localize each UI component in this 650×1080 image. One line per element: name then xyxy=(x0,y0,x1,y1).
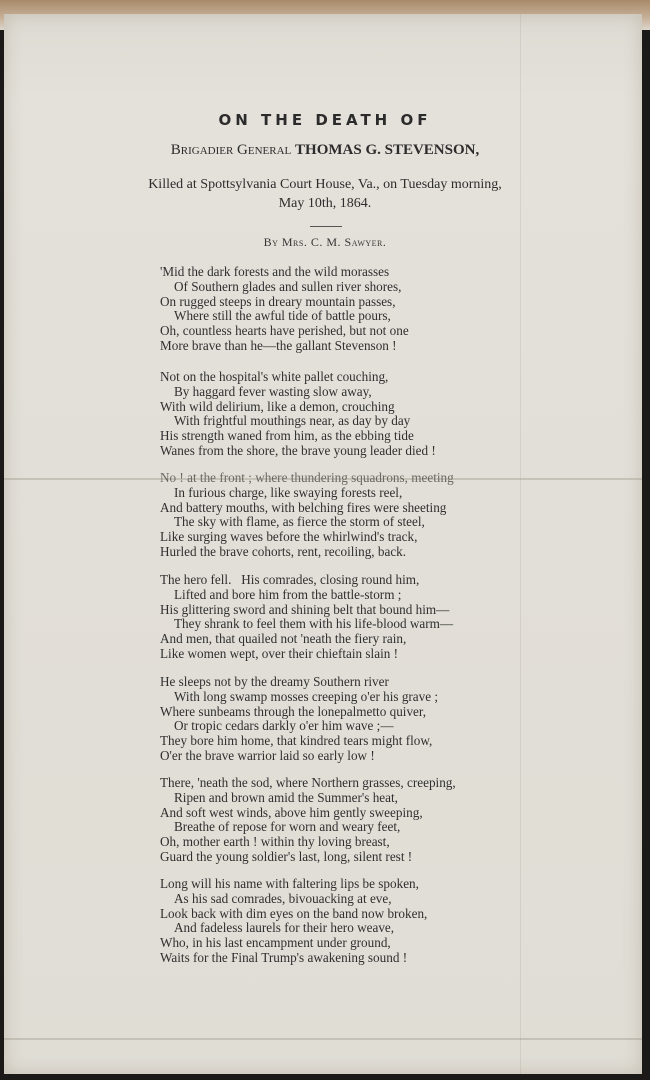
divider xyxy=(310,226,342,227)
poem-line: With wild delirium, like a demon, crouching xyxy=(160,398,395,414)
stanza xyxy=(160,370,630,459)
poem-line: Hurled the brave cohorts, rent, recoiling, back. xyxy=(160,543,407,559)
poem-line: Who, in his last encampment under ground, xyxy=(160,935,391,951)
poem-line: They bore him home, that kindred tears might flow, xyxy=(160,733,433,749)
page-title: ON THE DEATH OF xyxy=(218,111,432,129)
poem-line: They shrank to feel them with his life-blood warm— xyxy=(174,616,454,632)
poem-line: And battery mouths, with belching fires were sheeting xyxy=(160,499,447,515)
poem-line: Ripen and brown amid the Summer's heat, xyxy=(174,789,398,805)
poem-line: Of Southern glades and sullen river shores, xyxy=(174,278,402,294)
poem-line: His glittering sword and shining belt that bound him— xyxy=(160,601,450,617)
poem-line: 'Mid the dark forests and the wild morasses xyxy=(160,264,390,279)
poem-line: Wanes from the shore, the brave young leader died ! xyxy=(160,442,436,458)
poem-line: Like women wept, over their chieftain slain ! xyxy=(160,645,399,661)
poem-line: The sky with flame, as fierce the storm of steel, xyxy=(174,514,425,530)
poem-line: The hero fell. His comrades, closing round him, xyxy=(160,572,420,587)
poem-line: Waits for the Final Trump's awakening sound ! xyxy=(160,949,408,965)
poem-line: Not on the hospital's white pallet couching, xyxy=(160,369,389,384)
stanza xyxy=(160,877,630,966)
poem-line: Look back with dim eyes on the band now broken, xyxy=(160,905,428,921)
poem-line: He sleeps not by the dreamy Southern river xyxy=(160,674,389,689)
poem-line: No ! at the front ; where thundering squadrons, meeting xyxy=(160,470,454,485)
poem-line: And fadeless laurels for their hero weave, xyxy=(174,920,395,936)
poem-line: By haggard fever wasting slow away, xyxy=(174,383,372,399)
poem-line: Like surging waves before the whirlwind's track, xyxy=(160,529,418,545)
poem-line: Long will his name with faltering lips be spoken, xyxy=(160,876,419,891)
poem-line: As his sad comrades, bivouacking at eve, xyxy=(174,890,392,906)
poem-line: Lifted and bore him from the battle-storm ; xyxy=(174,586,402,602)
poem-line: Or tropic cedars darkly o'er him wave ;— xyxy=(174,718,394,734)
poem-line: O'er the brave warrior laid so early low ! xyxy=(160,747,375,763)
dateline-date: May 10th, 1864. xyxy=(278,196,372,211)
poem-line: With frightful mouthings near, as day by day xyxy=(174,413,411,429)
poem-line: Breathe of repose for worn and weary feet, xyxy=(174,819,401,835)
dateline-place: Killed at Spottsylvania Court House, Va., on Tuesday morning, xyxy=(148,177,502,192)
subtitle xyxy=(0,142,650,159)
poem-line: On rugged steeps in dreary mountain passes, xyxy=(160,293,396,309)
poem-line: His strength waned from him, as the ebbing tide xyxy=(160,428,414,444)
poem-line: More brave than he—the gallant Stevenson ! xyxy=(160,337,397,353)
stanza xyxy=(160,573,630,662)
poem-line: Guard the young soldier's last, long, silent rest ! xyxy=(160,848,413,864)
poem-line: Where still the awful tide of battle pours, xyxy=(174,308,391,324)
poem-line: With long swamp mosses creeping o'er his grave ; xyxy=(174,688,439,704)
poem-line: And men, that quailed not 'neath the fiery rain, xyxy=(160,631,407,647)
stanza xyxy=(160,265,630,354)
paper-fold xyxy=(4,1038,642,1040)
stanza xyxy=(160,776,630,865)
poem-line: In furious charge, like swaying forests reel, xyxy=(174,484,403,500)
poem-line: Where sunbeams through the lonepalmetto quiver, xyxy=(160,703,427,719)
subtitle-rank: Brigadier General xyxy=(170,142,292,158)
stanza xyxy=(160,675,630,764)
author-byline: By Mrs. C. M. Sawyer. xyxy=(263,235,387,249)
subtitle-name: THOMAS G. STEVENSON, xyxy=(295,142,480,158)
poem-line: Oh, countless hearts have perished, but not one xyxy=(160,323,409,339)
stanza xyxy=(160,471,630,560)
dateline xyxy=(0,175,650,213)
poem-line: Oh, mother earth ! within thy loving breast, xyxy=(160,834,390,850)
poem-line: There, 'neath the sod, where Northern grasses, creeping, xyxy=(160,775,456,790)
poem-line: And soft west winds, above him gently sweeping, xyxy=(160,804,423,820)
